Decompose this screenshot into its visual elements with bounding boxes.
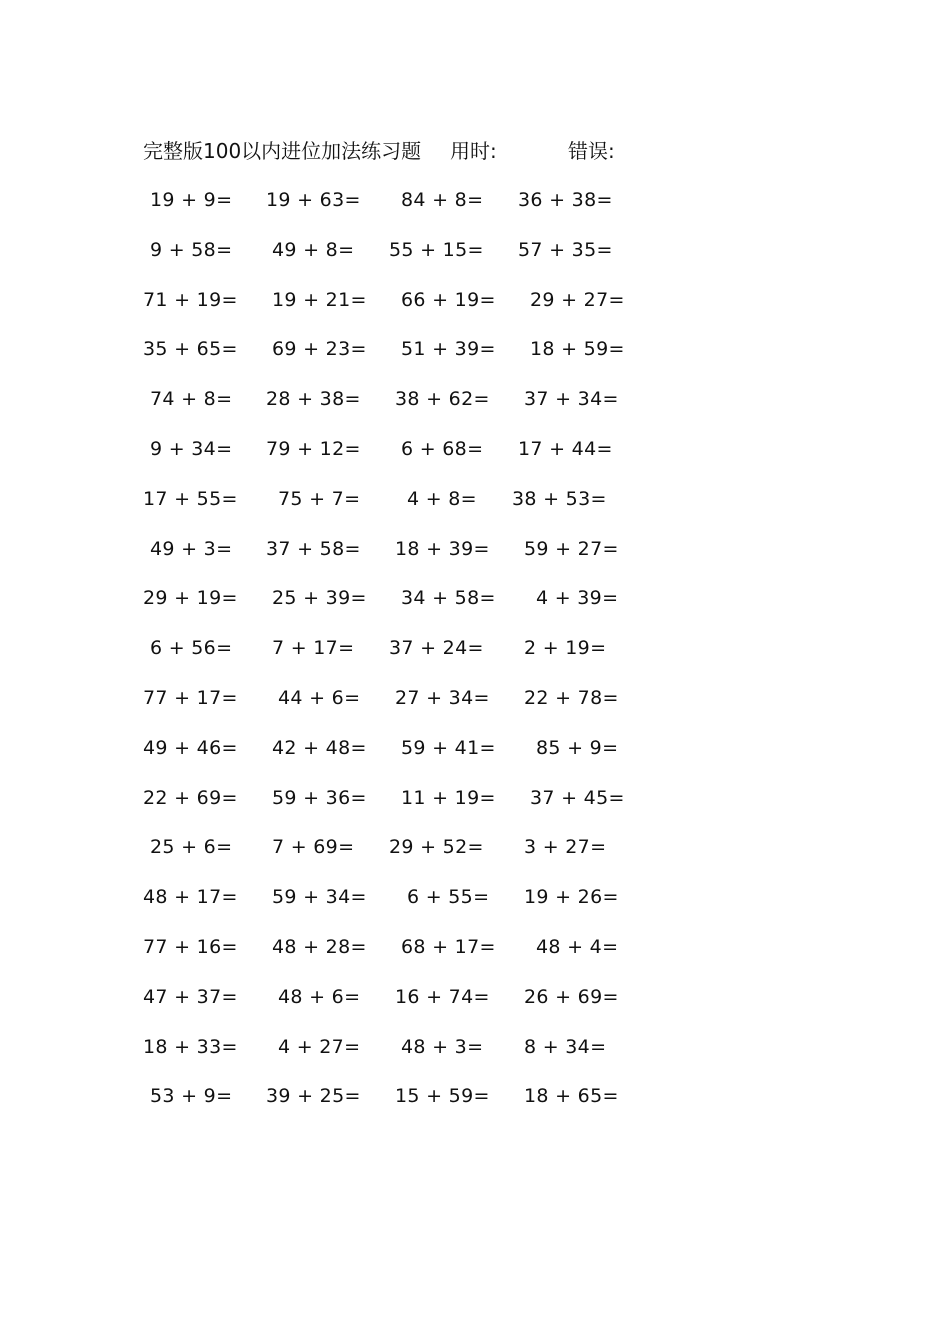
addition-problem: 59 + 36= [272,786,367,809]
addition-problem: 26 + 69= [524,985,619,1008]
addition-problem: 55 + 15= [389,238,484,261]
addition-problem: 57 + 35= [518,238,613,261]
addition-problem: 37 + 24= [389,637,484,660]
addition-problem: 49 + 46= [143,736,238,759]
addition-problem: 3 + 27= [524,836,607,859]
addition-problem: 29 + 27= [530,288,625,311]
addition-problem: 16 + 74= [395,985,490,1008]
addition-problem: 74 + 8= [150,388,233,411]
addition-problem: 19 + 21= [272,288,367,311]
addition-problem: 48 + 4= [536,935,619,958]
error-label: 错误: [568,139,615,163]
addition-problem: 48 + 6= [278,985,361,1008]
addition-problem: 29 + 52= [389,836,484,859]
addition-problem: 25 + 6= [150,836,233,859]
addition-problem: 75 + 7= [278,487,361,510]
addition-problem: 17 + 44= [518,437,613,460]
addition-problem: 85 + 9= [536,736,619,759]
addition-problem: 18 + 33= [143,1035,238,1058]
addition-problem: 42 + 48= [272,736,367,759]
addition-problem: 6 + 56= [150,637,233,660]
addition-problem: 38 + 62= [395,388,490,411]
addition-problem: 4 + 27= [278,1035,361,1058]
addition-problem: 37 + 34= [524,388,619,411]
addition-problem: 66 + 19= [401,288,496,311]
addition-problem: 37 + 45= [530,786,625,809]
addition-problem: 48 + 17= [143,886,238,909]
addition-problem: 49 + 8= [272,238,355,261]
addition-problem: 68 + 17= [401,935,496,958]
addition-problem: 59 + 34= [272,886,367,909]
addition-problem: 48 + 28= [272,935,367,958]
addition-problem: 17 + 55= [143,487,238,510]
addition-problem: 27 + 34= [395,686,490,709]
addition-problem: 47 + 37= [143,985,238,1008]
time-label: 用时: [450,139,497,163]
addition-problem: 69 + 23= [272,338,367,361]
addition-problem: 7 + 69= [272,836,355,859]
addition-problem: 15 + 59= [395,1085,490,1108]
addition-problem: 48 + 3= [401,1035,484,1058]
worksheet-title: 完整版100以内进位加法练习题 [143,139,422,163]
addition-problem: 77 + 17= [143,686,238,709]
addition-problem: 49 + 3= [150,537,233,560]
addition-problem: 9 + 34= [150,437,233,460]
addition-problem: 7 + 17= [272,637,355,660]
addition-problem: 4 + 8= [407,487,477,510]
addition-problem: 6 + 68= [401,437,484,460]
addition-problem: 25 + 39= [272,587,367,610]
addition-problem: 37 + 58= [266,537,361,560]
addition-problem: 35 + 65= [143,338,238,361]
addition-problem: 19 + 9= [150,189,233,211]
addition-problem: 34 + 58= [401,587,496,610]
addition-problem: 53 + 9= [150,1085,233,1108]
addition-problem: 18 + 59= [530,338,625,361]
addition-problem: 19 + 63= [266,189,361,211]
addition-problem: 2 + 19= [524,637,607,660]
addition-problem: 11 + 19= [401,786,496,809]
addition-problem: 44 + 6= [278,686,361,709]
addition-problem: 59 + 27= [524,537,619,560]
addition-problem: 8 + 34= [524,1035,607,1058]
addition-problem: 38 + 53= [512,487,607,510]
addition-problem: 6 + 55= [407,886,490,909]
addition-problem: 9 + 58= [150,238,233,261]
addition-problem: 84 + 8= [401,189,484,211]
addition-problem: 79 + 12= [266,437,361,460]
addition-problem: 22 + 69= [143,786,238,809]
addition-problem: 71 + 19= [143,288,238,311]
addition-problem: 59 + 41= [401,736,496,759]
addition-problem: 77 + 16= [143,935,238,958]
addition-problem: 51 + 39= [401,338,496,361]
addition-problem: 22 + 78= [524,686,619,709]
addition-problem: 18 + 39= [395,537,490,560]
addition-problem: 39 + 25= [266,1085,361,1108]
addition-problem: 36 + 38= [518,189,613,211]
addition-problem: 28 + 38= [266,388,361,411]
addition-problem: 18 + 65= [524,1085,619,1108]
addition-problem: 4 + 39= [536,587,619,610]
addition-problem: 29 + 19= [143,587,238,610]
addition-problem: 19 + 26= [524,886,619,909]
